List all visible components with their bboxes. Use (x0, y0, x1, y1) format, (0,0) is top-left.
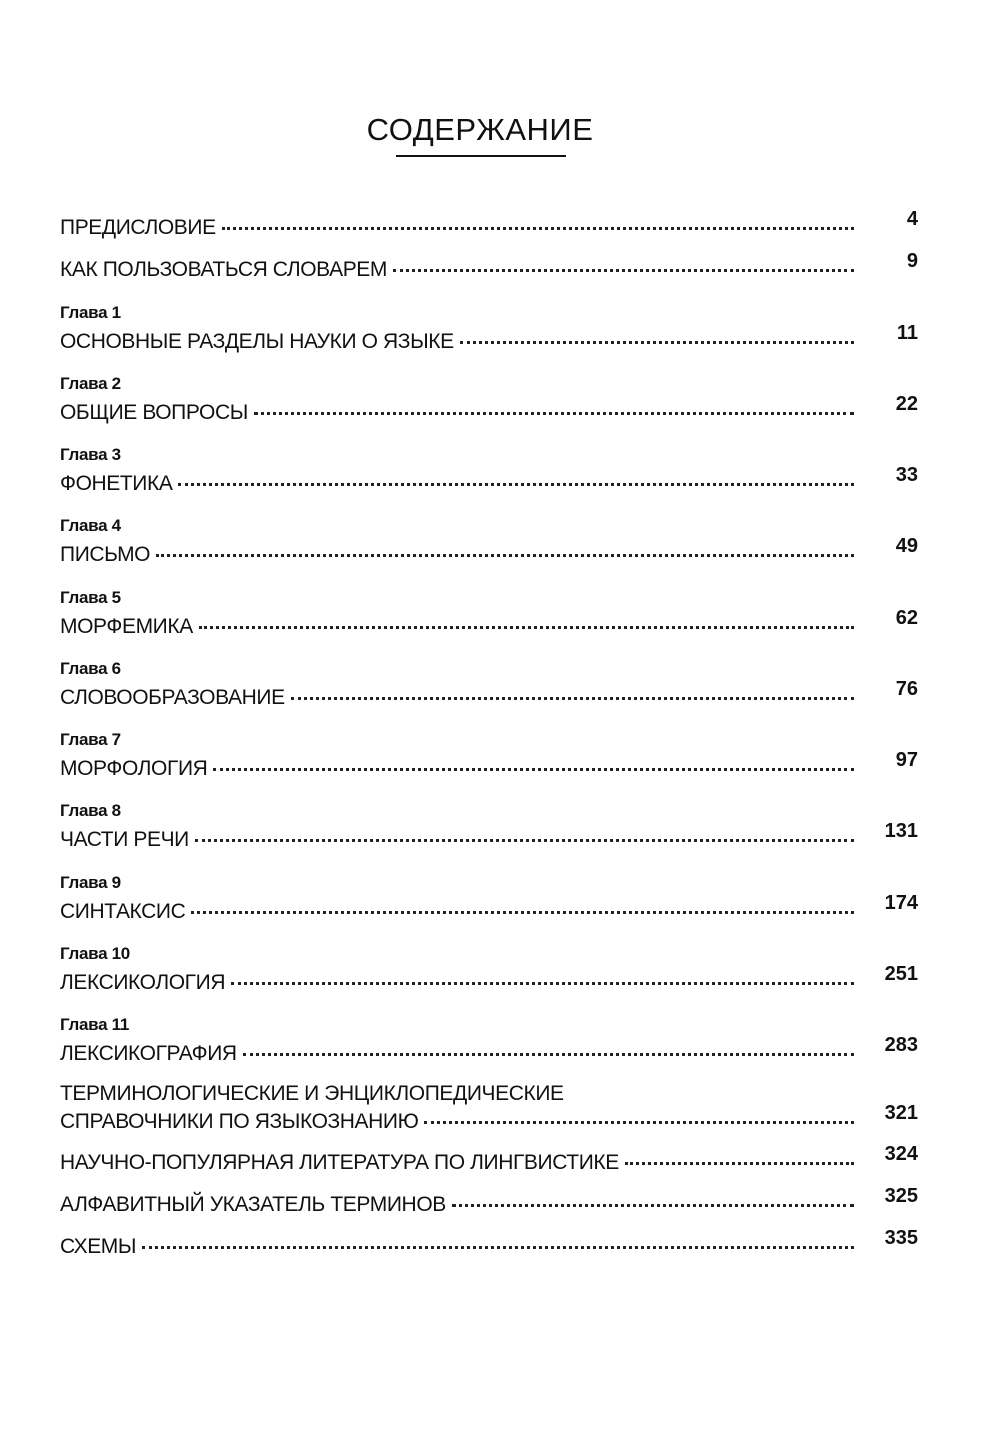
toc-entry-chapter-7[interactable] (60, 729, 918, 783)
page-title-text: СОДЕРЖАНИЕ (366, 112, 594, 147)
toc-line (60, 208, 918, 242)
toc-page-number: 11 (896, 322, 918, 344)
toc-page-number: 251 (884, 963, 918, 985)
toc-entry-title: СЛОВООБРАЗОВАНИЕ (60, 686, 285, 709)
toc-line (60, 322, 918, 356)
toc-entry-title: СПРАВОЧНИКИ ПО ЯЗЫКОЗНАНИЮ (60, 1110, 419, 1133)
toc-entry-title: ЧАСТИ РЕЧИ (60, 828, 189, 851)
toc-entry-title: СХЕМЫ (60, 1235, 137, 1258)
toc-page-number: 174 (884, 892, 918, 914)
toc-entry-title-line-1: ТЕРМИНОЛОГИЧЕСКИЕ И ЭНЦИКЛОПЕДИЧЕСКИЕ (60, 1082, 564, 1105)
toc-entry-chapter-10[interactable] (60, 943, 918, 997)
chapter-label: Глава 11 (60, 1015, 130, 1034)
toc-entry-title: ПРЕДИСЛОВИЕ (60, 216, 216, 239)
toc-entry-chapter-4[interactable] (60, 515, 918, 569)
chapter-label: Глава 1 (60, 303, 121, 322)
toc-entry-title: МОРФОЛОГИЯ (60, 757, 208, 780)
dot-leader (243, 1053, 854, 1056)
toc-line (60, 464, 918, 498)
toc-page-number: 9 (906, 250, 918, 272)
chapter-label: Глава 5 (60, 588, 121, 607)
toc-page-number: 22 (895, 393, 918, 415)
dot-leader (213, 768, 854, 771)
toc-page-number: 76 (895, 678, 918, 700)
toc-page-number: 131 (884, 820, 918, 842)
toc-entry-chapter-5[interactable] (60, 587, 918, 641)
toc-entry-title: МОРФЕМИКА (60, 615, 193, 638)
dot-leader (393, 269, 854, 272)
toc-entry-title: СИНТАКСИС (60, 900, 186, 923)
toc-entry-title: НАУЧНО-ПОПУЛЯРНАЯ ЛИТЕРАТУРА ПО ЛИНГВИСТИКЕ (60, 1151, 619, 1174)
toc-page-number: 62 (895, 607, 918, 629)
dot-leader (199, 626, 854, 629)
toc-page-number: 325 (884, 1185, 918, 1207)
toc-page-number: 335 (884, 1227, 918, 1249)
toc-entry-schemes[interactable] (60, 1227, 918, 1261)
chapter-label: Глава 8 (60, 801, 121, 820)
toc-entry-chapter-2[interactable] (60, 373, 918, 427)
toc-entry-chapter-1[interactable] (60, 302, 918, 356)
toc-line (60, 749, 918, 783)
toc-entry-title: ОБЩИЕ ВОПРОСЫ (60, 401, 248, 424)
toc-entry-chapter-6[interactable] (60, 658, 918, 712)
toc-line (60, 250, 918, 284)
dot-leader (222, 227, 854, 230)
dot-leader (625, 1162, 854, 1165)
toc-entry-popular-literature[interactable] (60, 1143, 918, 1177)
toc-entry-chapter-9[interactable] (60, 872, 918, 926)
chapter-label: Глава 3 (60, 445, 121, 464)
chapter-label: Глава 4 (60, 516, 121, 535)
toc-line (60, 892, 918, 926)
toc-line (60, 1034, 918, 1068)
dot-leader (452, 1204, 854, 1207)
toc-page-number: 321 (884, 1102, 918, 1124)
toc-line (60, 393, 918, 427)
dot-leader (191, 911, 854, 914)
dot-leader (254, 412, 854, 415)
toc-entry-title: ЛЕКСИКОГРАФИЯ (60, 1042, 237, 1065)
toc-entry-how-to-use[interactable] (60, 250, 918, 284)
toc-page-number: 49 (895, 535, 918, 557)
toc-page-number: 97 (895, 749, 918, 771)
toc-page-number: 283 (884, 1034, 918, 1056)
toc-entry-chapter-8[interactable] (60, 800, 918, 854)
dot-leader (291, 697, 854, 700)
toc-entry-title: КАК ПОЛЬЗОВАТЬСЯ СЛОВАРЕМ (60, 258, 388, 281)
chapter-label: Глава 10 (60, 944, 130, 963)
toc-line (60, 1227, 918, 1261)
toc-entry-title: ПИСЬМО (60, 543, 151, 566)
toc-page-number: 324 (884, 1143, 918, 1165)
chapter-label: Глава 2 (60, 374, 121, 393)
toc-line (60, 535, 918, 569)
toc-entry-term-index[interactable] (60, 1185, 918, 1219)
toc-page-number: 33 (895, 464, 918, 486)
chapter-label: Глава 6 (60, 659, 121, 678)
dot-leader (231, 982, 854, 985)
toc-line (60, 678, 918, 712)
dot-leader (195, 839, 854, 842)
dot-leader (178, 483, 854, 486)
toc-line (60, 1185, 918, 1219)
toc-entry-preface[interactable] (60, 208, 918, 242)
toc-entry-chapter-3[interactable] (60, 444, 918, 498)
toc-entry-reference-books[interactable] (60, 1080, 918, 1136)
toc-line (60, 820, 918, 854)
toc-entry-title: ФОНЕТИКА (60, 472, 173, 495)
toc-page-number: 4 (906, 208, 918, 230)
toc-entry-title: АЛФАВИТНЫЙ УКАЗАТЕЛЬ ТЕРМИНОВ (60, 1193, 446, 1216)
toc-line (60, 963, 918, 997)
dot-leader (424, 1121, 854, 1124)
toc-line (60, 1143, 918, 1177)
dot-leader (142, 1246, 854, 1249)
toc-entry-title: ОСНОВНЫЕ РАЗДЕЛЫ НАУКИ О ЯЗЫКЕ (60, 330, 454, 353)
chapter-label: Глава 9 (60, 873, 121, 892)
toc-line (60, 1102, 918, 1136)
toc-entry-title: ЛЕКСИКОЛОГИЯ (60, 971, 226, 994)
toc-line (60, 607, 918, 641)
chapter-label: Глава 7 (60, 730, 121, 749)
toc-entry-chapter-11[interactable] (60, 1014, 918, 1068)
dot-leader (156, 554, 854, 557)
dot-leader (460, 341, 854, 344)
